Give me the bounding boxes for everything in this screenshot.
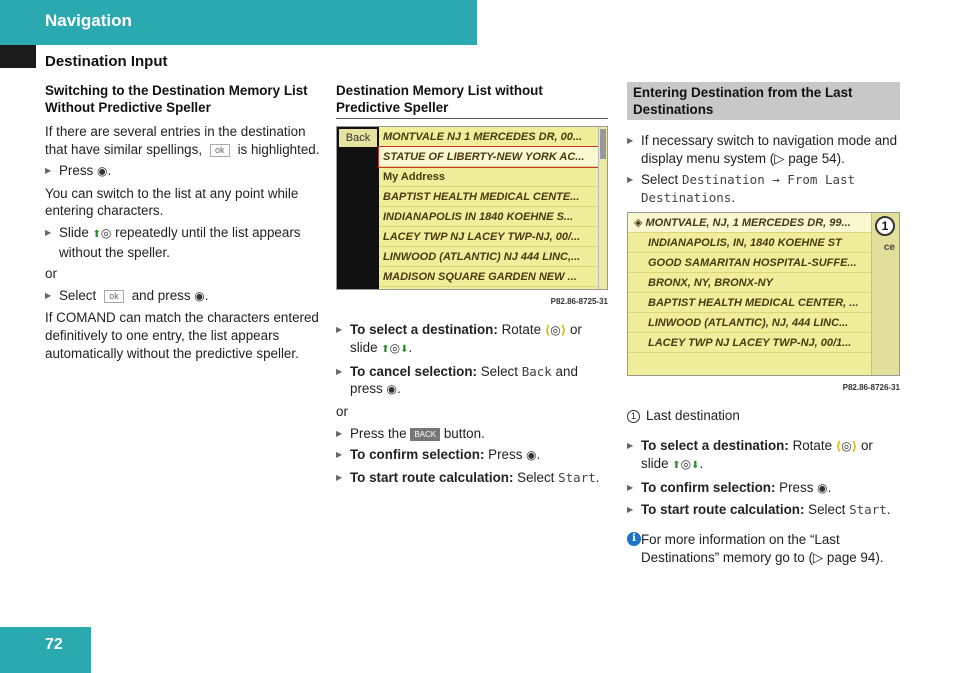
press-controller-icon: ◉	[817, 480, 828, 495]
col2-item-select: ▶ To select a destination: Rotate ⟨◎⟩ or slide ⬆◎⬇.	[336, 321, 608, 359]
list-item[interactable]: GOOD SAMARITAN HOSPITAL-SUFFE...	[628, 253, 871, 273]
col2-item-cancel: ▶ To cancel selection: Select Back and press ◉.	[336, 363, 608, 399]
list-item[interactable]: STATUE OF LIBERTY-NEW YORK AC...	[379, 147, 598, 167]
column-2	[336, 82, 608, 490]
list-item[interactable]: LACEY TWP NJ LACEY TWP-NJ, 00/1...	[628, 333, 871, 353]
col2-i4-bold: To confirm selection:	[350, 447, 485, 463]
col2-i1-bold: To select a destination:	[350, 321, 498, 337]
list-item[interactable]: INDIANAPOLIS IN 1840 KOEHNE S...	[379, 207, 598, 227]
col3-b2-text-a: Select	[641, 172, 679, 188]
page-number: 72	[0, 627, 91, 673]
destination-marker-icon: ◈	[634, 217, 646, 230]
col3-item-confirm: ▶ To confirm selection: Press ◉.	[627, 479, 900, 498]
col1-bullet-press: ▶ Press ◉.	[45, 162, 320, 181]
info-icon: i	[627, 532, 641, 546]
list-item[interactable]: MONTVALE NJ 1 MERCEDES DR, 00...	[379, 127, 598, 147]
col2-item-confirm: ▶ To confirm selection: Press ◉.	[336, 446, 608, 465]
legend-text: Last destination	[646, 407, 740, 423]
col2-i3-text-a: Press the	[350, 425, 407, 441]
col3-legend	[627, 407, 900, 425]
col2-i5-text-a: Select	[517, 469, 555, 485]
col1-paragraph-3: If COMAND can match the characters entered definitively to one entry, the list appears automatically without the predictive speller.	[45, 310, 319, 361]
col3-i3-mono: Start	[849, 502, 887, 518]
back-button-icon: BACK	[410, 428, 440, 441]
legend-number-icon: 1	[627, 410, 640, 423]
col1-heading: Switching to the Destination Memory List Without Predictive Speller	[45, 83, 308, 115]
col2-i1-text-a: Rotate	[501, 321, 542, 337]
col2-or: or	[336, 403, 348, 419]
col2-i5-mono: Start	[558, 469, 596, 485]
column-3	[627, 82, 900, 570]
screen-scrollbar[interactable]	[598, 127, 607, 290]
section-marker	[0, 45, 36, 68]
list-item[interactable]: MADISON SQUARE GARDEN NEW ...	[379, 267, 598, 287]
col3-heading: Entering Destination from the Last Destinations	[627, 82, 900, 120]
col2-i5-bold: To start route calculation:	[350, 469, 514, 485]
screen-right-panel	[871, 213, 899, 376]
col3-i3-text-a: Select	[808, 502, 846, 518]
screen-left-bar	[337, 127, 379, 290]
list-item[interactable]: BAPTIST HEALTH MEDICAL CENTE...	[379, 187, 598, 207]
col2-i4-text-a: Press	[488, 447, 523, 463]
list-item[interactable]: INDIANAPOLIS, IN, 1840 KOEHNE ST	[628, 233, 871, 253]
info-text: For more information on the “Last Destinations” memory go to (▷ page 94).	[641, 531, 884, 565]
column-1	[45, 82, 320, 366]
destination-memory-screen	[336, 126, 608, 290]
col3-bullet-select: ▶ Select Destination → From Last Destinations.	[627, 171, 900, 206]
col1-b3-text-b: and press	[131, 287, 191, 303]
scrollbar-thumb[interactable]	[600, 129, 606, 159]
ok-button-icon: ok	[104, 290, 124, 303]
ok-button-icon: ok	[210, 144, 230, 157]
col2-item-back	[336, 425, 608, 443]
col2-i2-text-a: Select	[480, 363, 518, 379]
list-item[interactable]	[628, 213, 871, 233]
chapter-header	[0, 0, 477, 45]
col1-paragraph-1	[45, 123, 320, 158]
list-item-label: MONTVALE, NJ, 1 MERCEDES DR, 99...	[645, 217, 851, 230]
section-title: Destination Input	[45, 53, 168, 70]
list-item[interactable]: BAPTIST HEALTH MEDICAL CENTER, ...	[628, 293, 871, 313]
col2-i3-text-b: button.	[443, 425, 485, 441]
col3-info-note	[627, 531, 900, 566]
rotate-controller-icon: ⟨◎⟩	[544, 322, 567, 337]
col1-bullet-slide	[45, 224, 320, 261]
col1-paragraph-2: You can switch to the list at any point while entering characters.	[45, 185, 299, 219]
col3-i1-bold: To select a destination:	[641, 437, 789, 453]
col1-p1-text-a: If there are several entries in the destination that have similar spellings,	[45, 124, 306, 157]
col2-i1-text-b: or slide	[350, 321, 582, 356]
col3-i2-bold: To confirm selection:	[641, 479, 776, 495]
col1-b3-text-a: Select	[59, 287, 97, 303]
rotate-controller-icon: ⟨◎⟩	[835, 438, 858, 453]
press-controller-icon: ◉	[194, 288, 205, 303]
col2-i2-bold: To cancel selection:	[350, 363, 478, 379]
col1-b2-text-a: Slide	[59, 224, 89, 240]
col1-p1-text-b: is highlighted.	[237, 141, 320, 157]
col1-bullet-select: ▶ Select ok and press ◉.	[45, 287, 320, 306]
figure-caption: P82.86-8726-31	[842, 383, 900, 393]
list-item[interactable]: LINWOOD (ATLANTIC) NJ 444 LINC,...	[379, 247, 598, 267]
col2-i2-mono: Back	[521, 363, 552, 379]
screen-right-label: ce	[883, 242, 895, 254]
screen-destination-list	[379, 127, 598, 287]
press-controller-icon: ◉	[96, 164, 108, 179]
slide-controller-icon: ⬆◎⬇	[381, 341, 409, 356]
col2-item-route: ▶ To start route calculation: Select Start.	[336, 469, 608, 487]
callout-marker: 1	[875, 216, 895, 236]
col3-item-route: ▶ To start route calculation: Select Start.	[627, 501, 900, 519]
col3-i2-text-a: Press	[779, 479, 814, 495]
list-item[interactable]: My Address	[379, 167, 598, 187]
last-destinations-screen	[627, 212, 900, 376]
slide-controller-icon: ⬆◎⬇	[672, 457, 700, 472]
col3-i1-text-a: Rotate	[792, 437, 833, 453]
col1-b2-text-b: repeatedly until the list appears without the speller.	[59, 224, 301, 260]
col3-i1-text-b: or slide	[641, 437, 873, 472]
list-item[interactable]: LINWOOD (ATLANTIC), NJ, 444 LINC...	[628, 313, 871, 333]
col2-i2-text-b: and press	[350, 363, 578, 397]
figure-caption: P82.86-8725-31	[550, 297, 608, 306]
col2-heading: Destination Memory List without Predictive Speller	[336, 82, 608, 119]
list-item[interactable]: BRONX, NY, BRONX-NY	[628, 273, 871, 293]
slide-controller-icon: ⬆◎	[92, 225, 112, 240]
col3-item-select: ▶ To select a destination: Rotate ⟨◎⟩ or slide ⬆◎⬇.	[627, 437, 900, 475]
col3-b2-mono: Destination → From Last Destinations	[641, 172, 856, 205]
col1-or: or	[45, 266, 57, 282]
chapter-title: Navigation	[45, 11, 132, 30]
press-controller-icon: ◉	[526, 448, 537, 463]
col3-bullet-nav: ▶ If necessary switch to navigation mode and display menu system (▷ page 54).	[627, 132, 900, 167]
press-controller-icon: ◉	[386, 382, 397, 397]
screen-last-destinations-list	[628, 213, 871, 353]
col1-b1-text: Press	[59, 163, 94, 179]
list-item[interactable]: LACEY TWP NJ LACEY TWP-NJ, 00/...	[379, 227, 598, 247]
col3-i3-bold: To start route calculation:	[641, 502, 805, 518]
screen-back-button[interactable]: Back	[339, 129, 377, 147]
